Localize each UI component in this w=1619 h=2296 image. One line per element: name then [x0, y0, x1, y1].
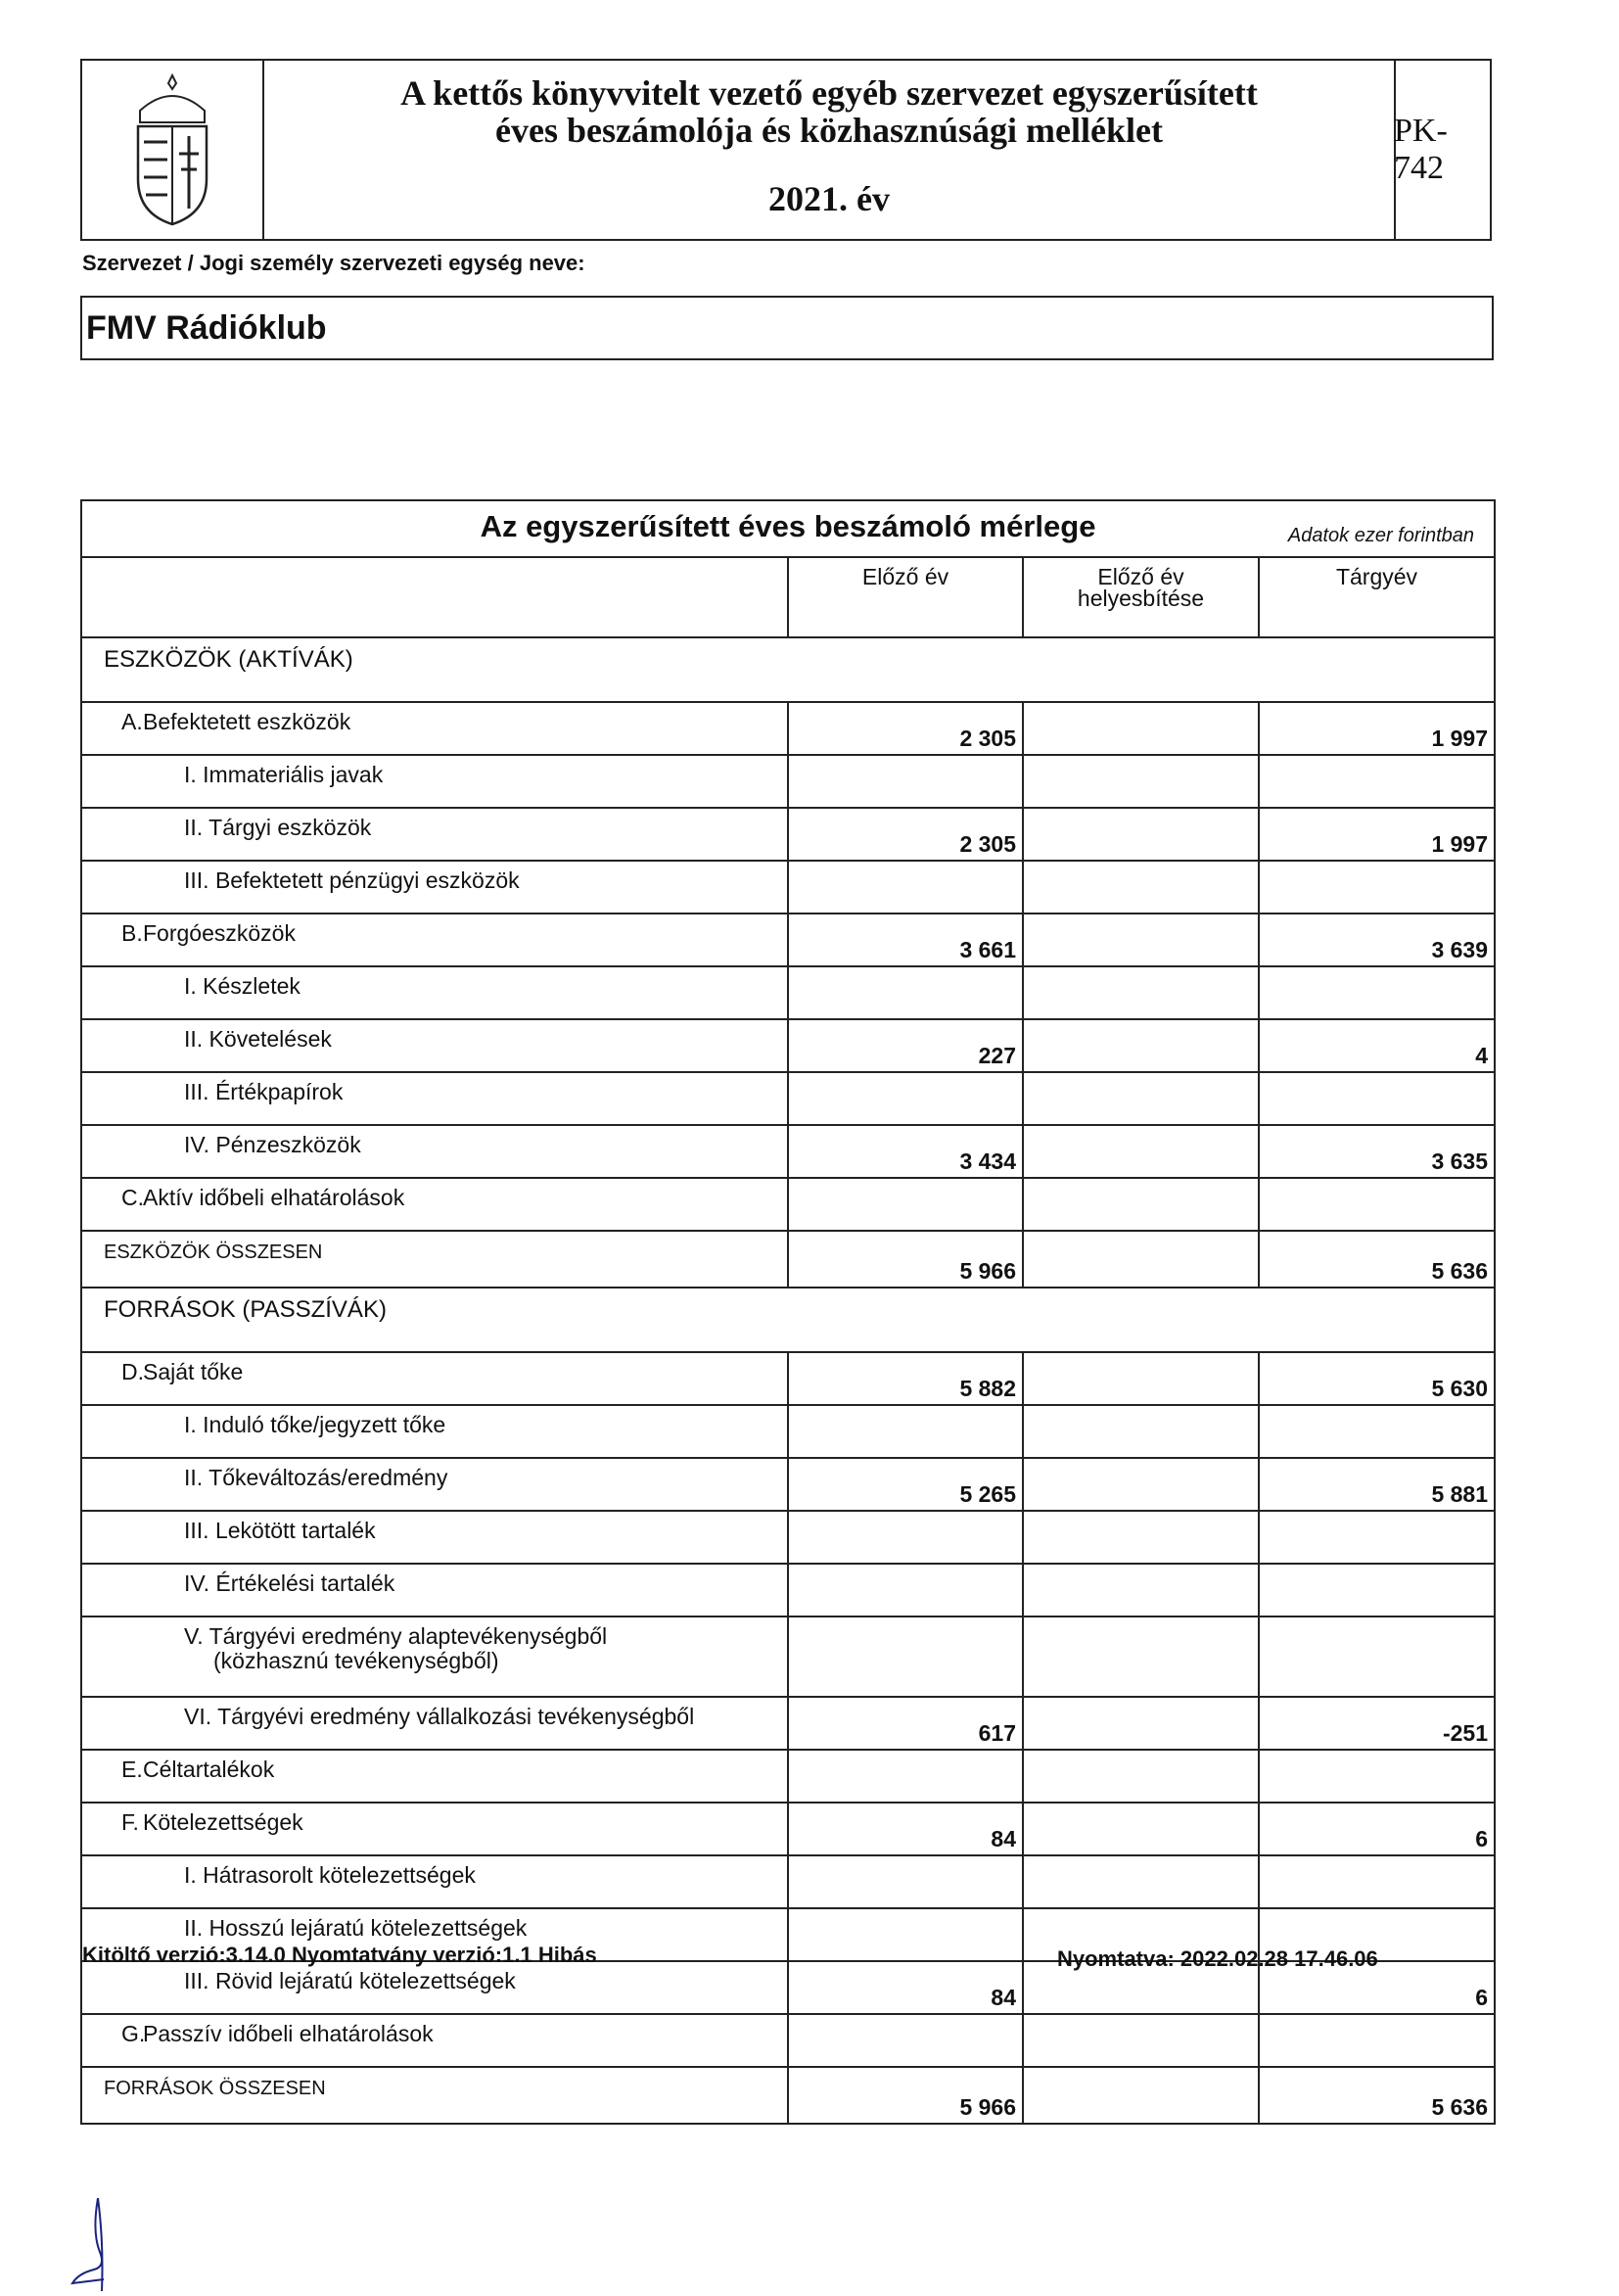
value-current-year: [1259, 1564, 1495, 1617]
table-caption-row: [81, 500, 1495, 557]
title-line-1: A kettős könyvvitelt vezető egyéb szervezet egyszerűsített: [400, 73, 1258, 113]
asset-row: [81, 702, 1495, 755]
row-label-text: III. Befektetett pénzügyi eszközök: [184, 867, 520, 893]
print-timestamp: Nyomtatva: 2022.02.28 17.46.06: [1057, 1946, 1378, 1971]
liabilities-total-row: [81, 2067, 1495, 2124]
assets-rows: [81, 702, 1495, 1231]
value-prev-year-correction: [1023, 1178, 1259, 1231]
assets-total-corr: [1023, 1231, 1259, 1288]
value-prev-year: [788, 861, 1023, 914]
asset-row-label: [81, 1072, 788, 1125]
value-current-year: [1259, 1855, 1495, 1908]
liabilities-total-corr: [1023, 2067, 1259, 2124]
assets-section-label: ESZKÖZÖK (AKTÍVÁK): [81, 637, 1495, 702]
value-prev-year: 5 882: [788, 1352, 1023, 1405]
asset-row: [81, 1178, 1495, 1231]
liability-row: [81, 1564, 1495, 1617]
asset-row: [81, 755, 1495, 808]
value-prev-year: 84: [788, 1961, 1023, 2014]
row-label-text: Céltartalékok: [143, 1757, 275, 1782]
version-info: Kitöltő verzió:3.14.0 Nyomtatvány verzió:1.1 Hibás: [82, 1943, 597, 1967]
value-prev-year: [788, 1564, 1023, 1617]
row-label-text: Aktív időbeli elhatárolások: [143, 1185, 405, 1210]
row-label-text: III. Értékpapírok: [184, 1079, 344, 1104]
value-prev-year-correction: [1023, 702, 1259, 755]
value-prev-year-correction: [1023, 1019, 1259, 1072]
value-prev-year-correction: [1023, 1458, 1259, 1511]
liability-row: [81, 1697, 1495, 1750]
asset-row-label: [81, 914, 788, 966]
liabilities-total-curr: 5 636: [1259, 2067, 1495, 2124]
asset-row: [81, 1019, 1495, 1072]
asset-row-label: [81, 755, 788, 808]
value-current-year: 1 997: [1259, 702, 1495, 755]
value-prev-year: 2 305: [788, 808, 1023, 861]
liabilities-total-prev: 5 966: [788, 2067, 1023, 2124]
row-label-text: III. Rövid lejáratú kötelezettségek: [184, 1968, 516, 1993]
row-label-continuation: (közhasznú tevékenységből): [213, 1648, 499, 1673]
row-label-text: II. Követelések: [184, 1026, 332, 1052]
value-current-year: [1259, 966, 1495, 1019]
assets-total-curr: 5 636: [1259, 1231, 1495, 1288]
value-current-year: 5 881: [1259, 1458, 1495, 1511]
assets-total-row: [81, 1231, 1495, 1288]
value-current-year: 3 639: [1259, 914, 1495, 966]
assets-total-prev: 5 966: [788, 1231, 1023, 1288]
unit-note: Adatok ezer forintban: [1287, 525, 1474, 546]
balance-sheet-table: [80, 499, 1496, 2125]
asset-row-label: [81, 1125, 788, 1178]
value-current-year: -251: [1259, 1697, 1495, 1750]
row-label-text: II. Tárgyi eszközök: [184, 815, 372, 840]
liability-row-label: [81, 1352, 788, 1405]
liability-row: [81, 1803, 1495, 1855]
asset-row-label: [81, 966, 788, 1019]
report-year: 2021. év: [768, 179, 890, 218]
value-current-year: [1259, 1511, 1495, 1564]
liability-row: [81, 2014, 1495, 2067]
value-current-year: 6: [1259, 1961, 1495, 2014]
liability-row-label: [81, 1511, 788, 1564]
value-prev-year-correction: [1023, 1072, 1259, 1125]
value-prev-year-correction: [1023, 1511, 1259, 1564]
liabilities-section-label: FORRÁSOK (PASSZÍVÁK): [81, 1288, 1495, 1352]
form-code: PK-742: [1394, 113, 1448, 186]
asset-row: [81, 966, 1495, 1019]
row-label-text: IV. Pénzeszközök: [184, 1132, 361, 1157]
value-prev-year: [788, 1072, 1023, 1125]
liability-row-label: [81, 1961, 788, 2014]
value-prev-year: [788, 2014, 1023, 2067]
row-label-text: Forgóeszközök: [143, 920, 296, 946]
asset-row: [81, 1125, 1495, 1178]
value-current-year: 5 630: [1259, 1352, 1495, 1405]
liability-row: [81, 1855, 1495, 1908]
value-prev-year-correction: [1023, 914, 1259, 966]
value-prev-year: 2 305: [788, 702, 1023, 755]
value-prev-year-correction: [1023, 1617, 1259, 1697]
row-letter: A.: [121, 709, 143, 734]
asset-row-label: [81, 1178, 788, 1231]
value-current-year: 6: [1259, 1803, 1495, 1855]
value-prev-year-correction: [1023, 1564, 1259, 1617]
assets-total-label: ESZKÖZÖK ÖSSZESEN: [81, 1231, 788, 1288]
balance-sheet-title: Az egyszerűsített éves beszámoló mérlege: [480, 509, 1096, 543]
organization-name-field: FMV Rádióklub: [80, 296, 1494, 360]
row-label-text: Saját tőke: [143, 1359, 244, 1384]
asset-row-label: [81, 702, 788, 755]
row-label-text: II. Tőkeváltozás/eredmény: [184, 1465, 448, 1490]
value-prev-year: 617: [788, 1697, 1023, 1750]
value-prev-year: [788, 755, 1023, 808]
value-prev-year-correction: [1023, 861, 1259, 914]
value-current-year: 1 997: [1259, 808, 1495, 861]
value-current-year: [1259, 1750, 1495, 1803]
value-prev-year-correction: [1023, 755, 1259, 808]
liability-row: [81, 1352, 1495, 1405]
liability-row: [81, 1511, 1495, 1564]
value-current-year: [1259, 1405, 1495, 1458]
value-prev-year-correction: [1023, 1803, 1259, 1855]
value-current-year: 3 635: [1259, 1125, 1495, 1178]
value-prev-year: [788, 966, 1023, 1019]
value-current-year: [1259, 1617, 1495, 1697]
row-label-text: I. Immateriális javak: [184, 762, 384, 787]
value-prev-year: [788, 1750, 1023, 1803]
liability-row-label: [81, 1564, 788, 1617]
value-prev-year-correction: [1023, 966, 1259, 1019]
row-label-text: V. Tárgyévi eredmény alaptevékenységből: [184, 1623, 608, 1649]
asset-row-label: [81, 808, 788, 861]
asset-row: [81, 914, 1495, 966]
col-prev-year-correction: Előző év helyesbítése: [1023, 557, 1259, 637]
value-prev-year: [788, 1511, 1023, 1564]
liabilities-total-label: FORRÁSOK ÖSSZESEN: [81, 2067, 788, 2124]
value-prev-year: [788, 1908, 1023, 1961]
value-prev-year-correction: [1023, 1855, 1259, 1908]
liability-row-label: [81, 1617, 788, 1697]
liability-row: [81, 1617, 1495, 1697]
liability-row-label: [81, 2014, 788, 2067]
value-prev-year: [788, 1855, 1023, 1908]
liability-row-label: [81, 1405, 788, 1458]
asset-row: [81, 808, 1495, 861]
asset-row-label: [81, 861, 788, 914]
liability-row: [81, 1405, 1495, 1458]
liability-row-label: [81, 1458, 788, 1511]
row-label-text: Kötelezettségek: [143, 1809, 303, 1835]
value-prev-year: [788, 1405, 1023, 1458]
value-prev-year-correction: [1023, 1697, 1259, 1750]
row-letter: G.: [121, 2021, 146, 2046]
value-current-year: [1259, 861, 1495, 914]
liability-row-label: [81, 1697, 788, 1750]
value-prev-year-correction: [1023, 1405, 1259, 1458]
value-prev-year: 5 265: [788, 1458, 1023, 1511]
signature-icon: [49, 2193, 127, 2296]
organization-label: Szervezet / Jogi személy szervezeti egység neve:: [82, 251, 585, 275]
row-label-text: Passzív időbeli elhatárolások: [143, 2021, 434, 2046]
assets-section-row: [81, 637, 1495, 702]
value-current-year: [1259, 1072, 1495, 1125]
liability-row-label: [81, 1750, 788, 1803]
asset-row: [81, 1072, 1495, 1125]
liabilities-section-row: [81, 1288, 1495, 1352]
col-prev-year: Előző év: [788, 557, 1023, 637]
liability-row-label: [81, 1803, 788, 1855]
liability-row: [81, 1750, 1495, 1803]
row-letter: B.: [121, 920, 143, 946]
value-prev-year: [788, 1617, 1023, 1697]
value-current-year: 4: [1259, 1019, 1495, 1072]
value-prev-year-correction: [1023, 2014, 1259, 2067]
row-label-text: VI. Tárgyévi eredmény vállalkozási tevékenységből: [184, 1704, 695, 1729]
value-current-year: [1259, 1178, 1495, 1231]
row-label-text: II. Hosszú lejáratú kötelezettségek: [184, 1915, 528, 1941]
value-current-year: [1259, 755, 1495, 808]
coat-of-arms-icon: [82, 61, 264, 239]
value-prev-year-correction: [1023, 1352, 1259, 1405]
asset-row-label: [81, 1019, 788, 1072]
row-label-text: I. Induló tőke/jegyzett tőke: [184, 1412, 446, 1437]
row-label-text: Befektetett eszközök: [143, 709, 351, 734]
asset-row: [81, 861, 1495, 914]
value-prev-year: 84: [788, 1803, 1023, 1855]
form-header: [80, 59, 1492, 241]
column-header-row: [81, 557, 1495, 637]
value-prev-year-correction: [1023, 1125, 1259, 1178]
value-prev-year: 3 661: [788, 914, 1023, 966]
value-prev-year: 227: [788, 1019, 1023, 1072]
liability-row: [81, 1458, 1495, 1511]
title-line-2: éves beszámolója és közhasznúsági melléklet: [495, 111, 1163, 150]
value-current-year: [1259, 2014, 1495, 2067]
value-prev-year: 3 434: [788, 1125, 1023, 1178]
row-label-text: I. Készletek: [184, 973, 301, 999]
row-letter: D.: [121, 1359, 144, 1384]
liability-row-label: [81, 1855, 788, 1908]
row-letter: E.: [121, 1757, 143, 1782]
row-label-text: IV. Értékelési tartalék: [184, 1570, 395, 1596]
value-prev-year-correction: [1023, 808, 1259, 861]
value-prev-year: [788, 1178, 1023, 1231]
row-label-text: I. Hátrasorolt kötelezettségek: [184, 1862, 476, 1888]
row-letter: F.: [121, 1809, 139, 1835]
form-title: [264, 61, 1396, 239]
row-letter: C.: [121, 1185, 144, 1210]
col-current-year: Tárgyév: [1259, 557, 1495, 637]
row-label-text: III. Lekötött tartalék: [184, 1518, 376, 1543]
value-prev-year-correction: [1023, 1750, 1259, 1803]
